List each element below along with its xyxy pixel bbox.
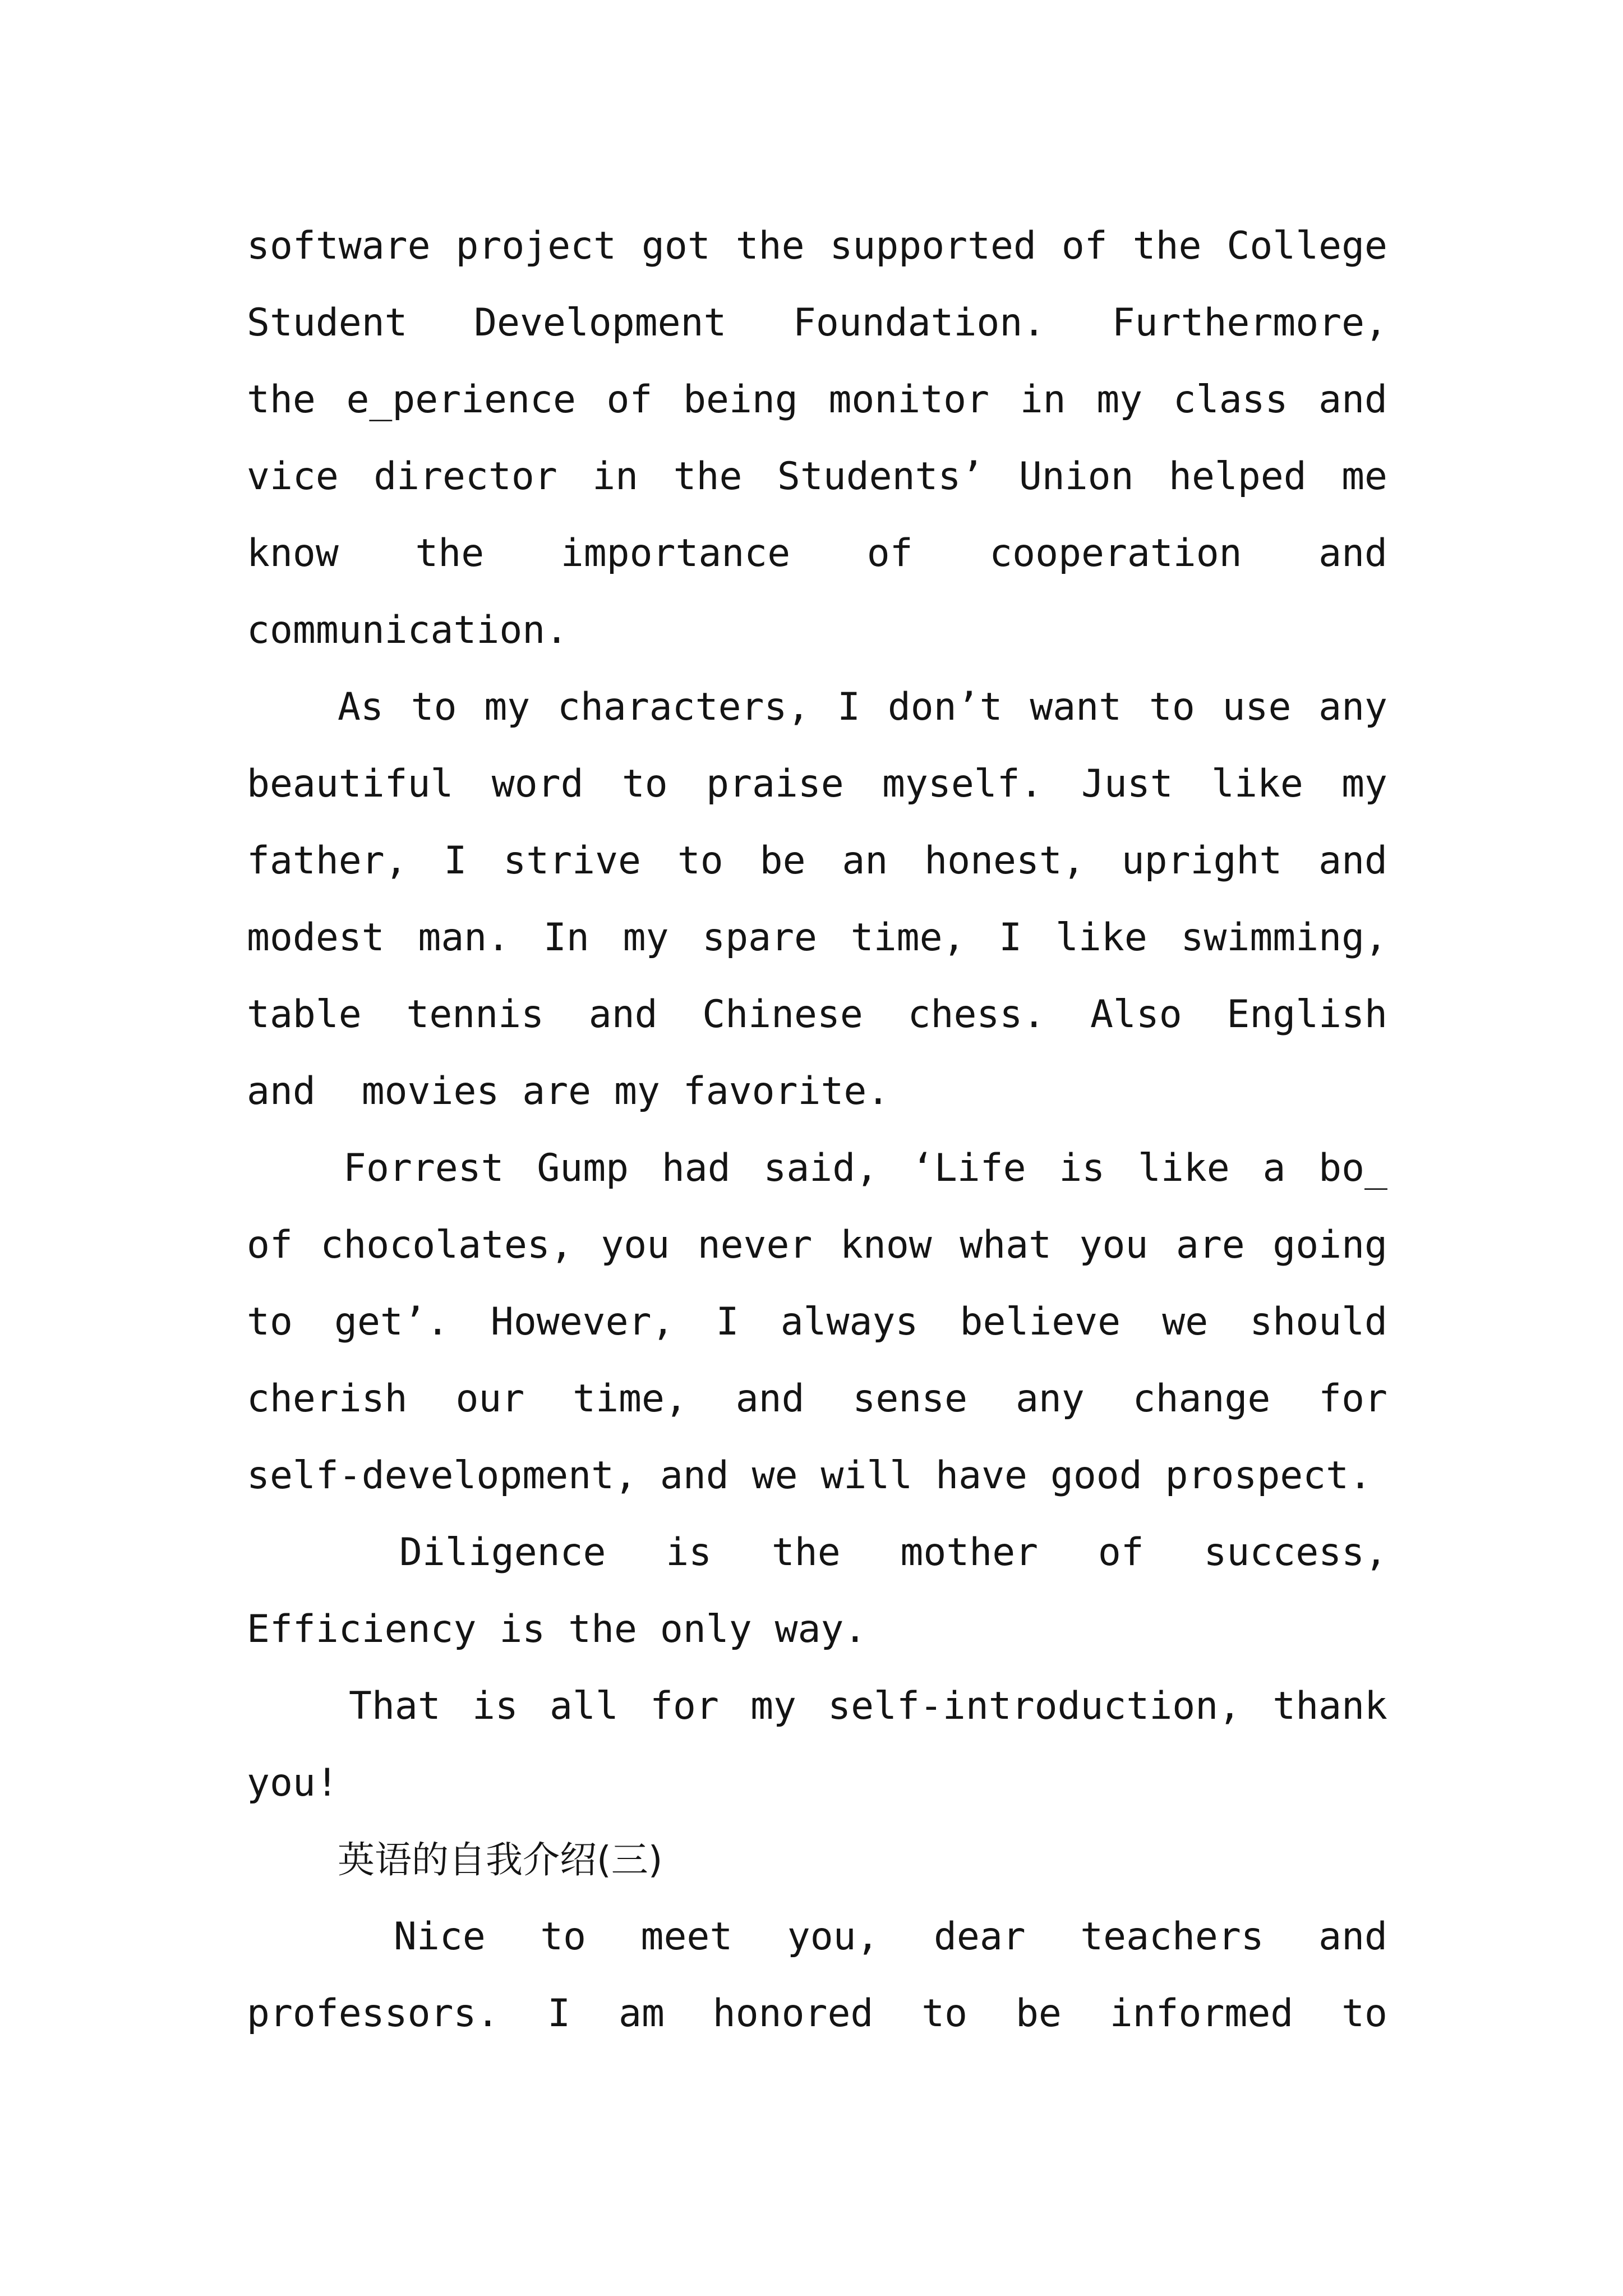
- text-line: modest man. In my spare time, I like swimming,: [247, 915, 1387, 960]
- text-line: software project got the supported of the College: [247, 224, 1387, 268]
- text-line: As to my characters, I don’t want to use any: [338, 685, 1387, 729]
- text-line: communication.: [247, 608, 569, 652]
- text-line: of chocolates, you never know what you are going: [247, 1223, 1387, 1267]
- text-line: to get’. However, I always believe we should: [247, 1300, 1387, 1344]
- text-line: That is all for my self-introduction, thank: [349, 1684, 1387, 1728]
- text-line: professors. I am honored to be informed to: [247, 1991, 1387, 2036]
- text-line: Forrest Gump had said, ‘Life is like a bo_: [343, 1146, 1387, 1190]
- text-line: vice director in the Students’ Union helped me: [247, 454, 1387, 499]
- document-body: [247, 208, 1387, 2052]
- section-heading: 英语的自我介绍(三): [338, 1838, 663, 1881]
- text-line: father, I strive to be an honest, upright and: [247, 839, 1387, 883]
- text-line: you!: [247, 1761, 339, 1805]
- text-line: Diligence is the mother of success,: [399, 1530, 1387, 1575]
- text-line: the e_perience of being monitor in my class and: [247, 378, 1387, 422]
- text-line: beautiful word to praise myself. Just like my: [247, 762, 1387, 806]
- text-line: cherish our time, and sense any change for: [247, 1377, 1387, 1421]
- text-line: table tennis and Chinese chess. Also English: [247, 992, 1387, 1037]
- text-line: and movies are my favorite.: [247, 1069, 890, 1114]
- text-line: Student Development Foundation. Furthermore,: [247, 301, 1387, 345]
- text-line: Efficiency is the only way.: [247, 1607, 867, 1651]
- text-line: know the importance of cooperation and: [247, 531, 1387, 576]
- text-line: Nice to meet you, dear teachers and: [394, 1915, 1387, 1959]
- text-line: self-development, and we will have good prospect.: [247, 1453, 1372, 1498]
